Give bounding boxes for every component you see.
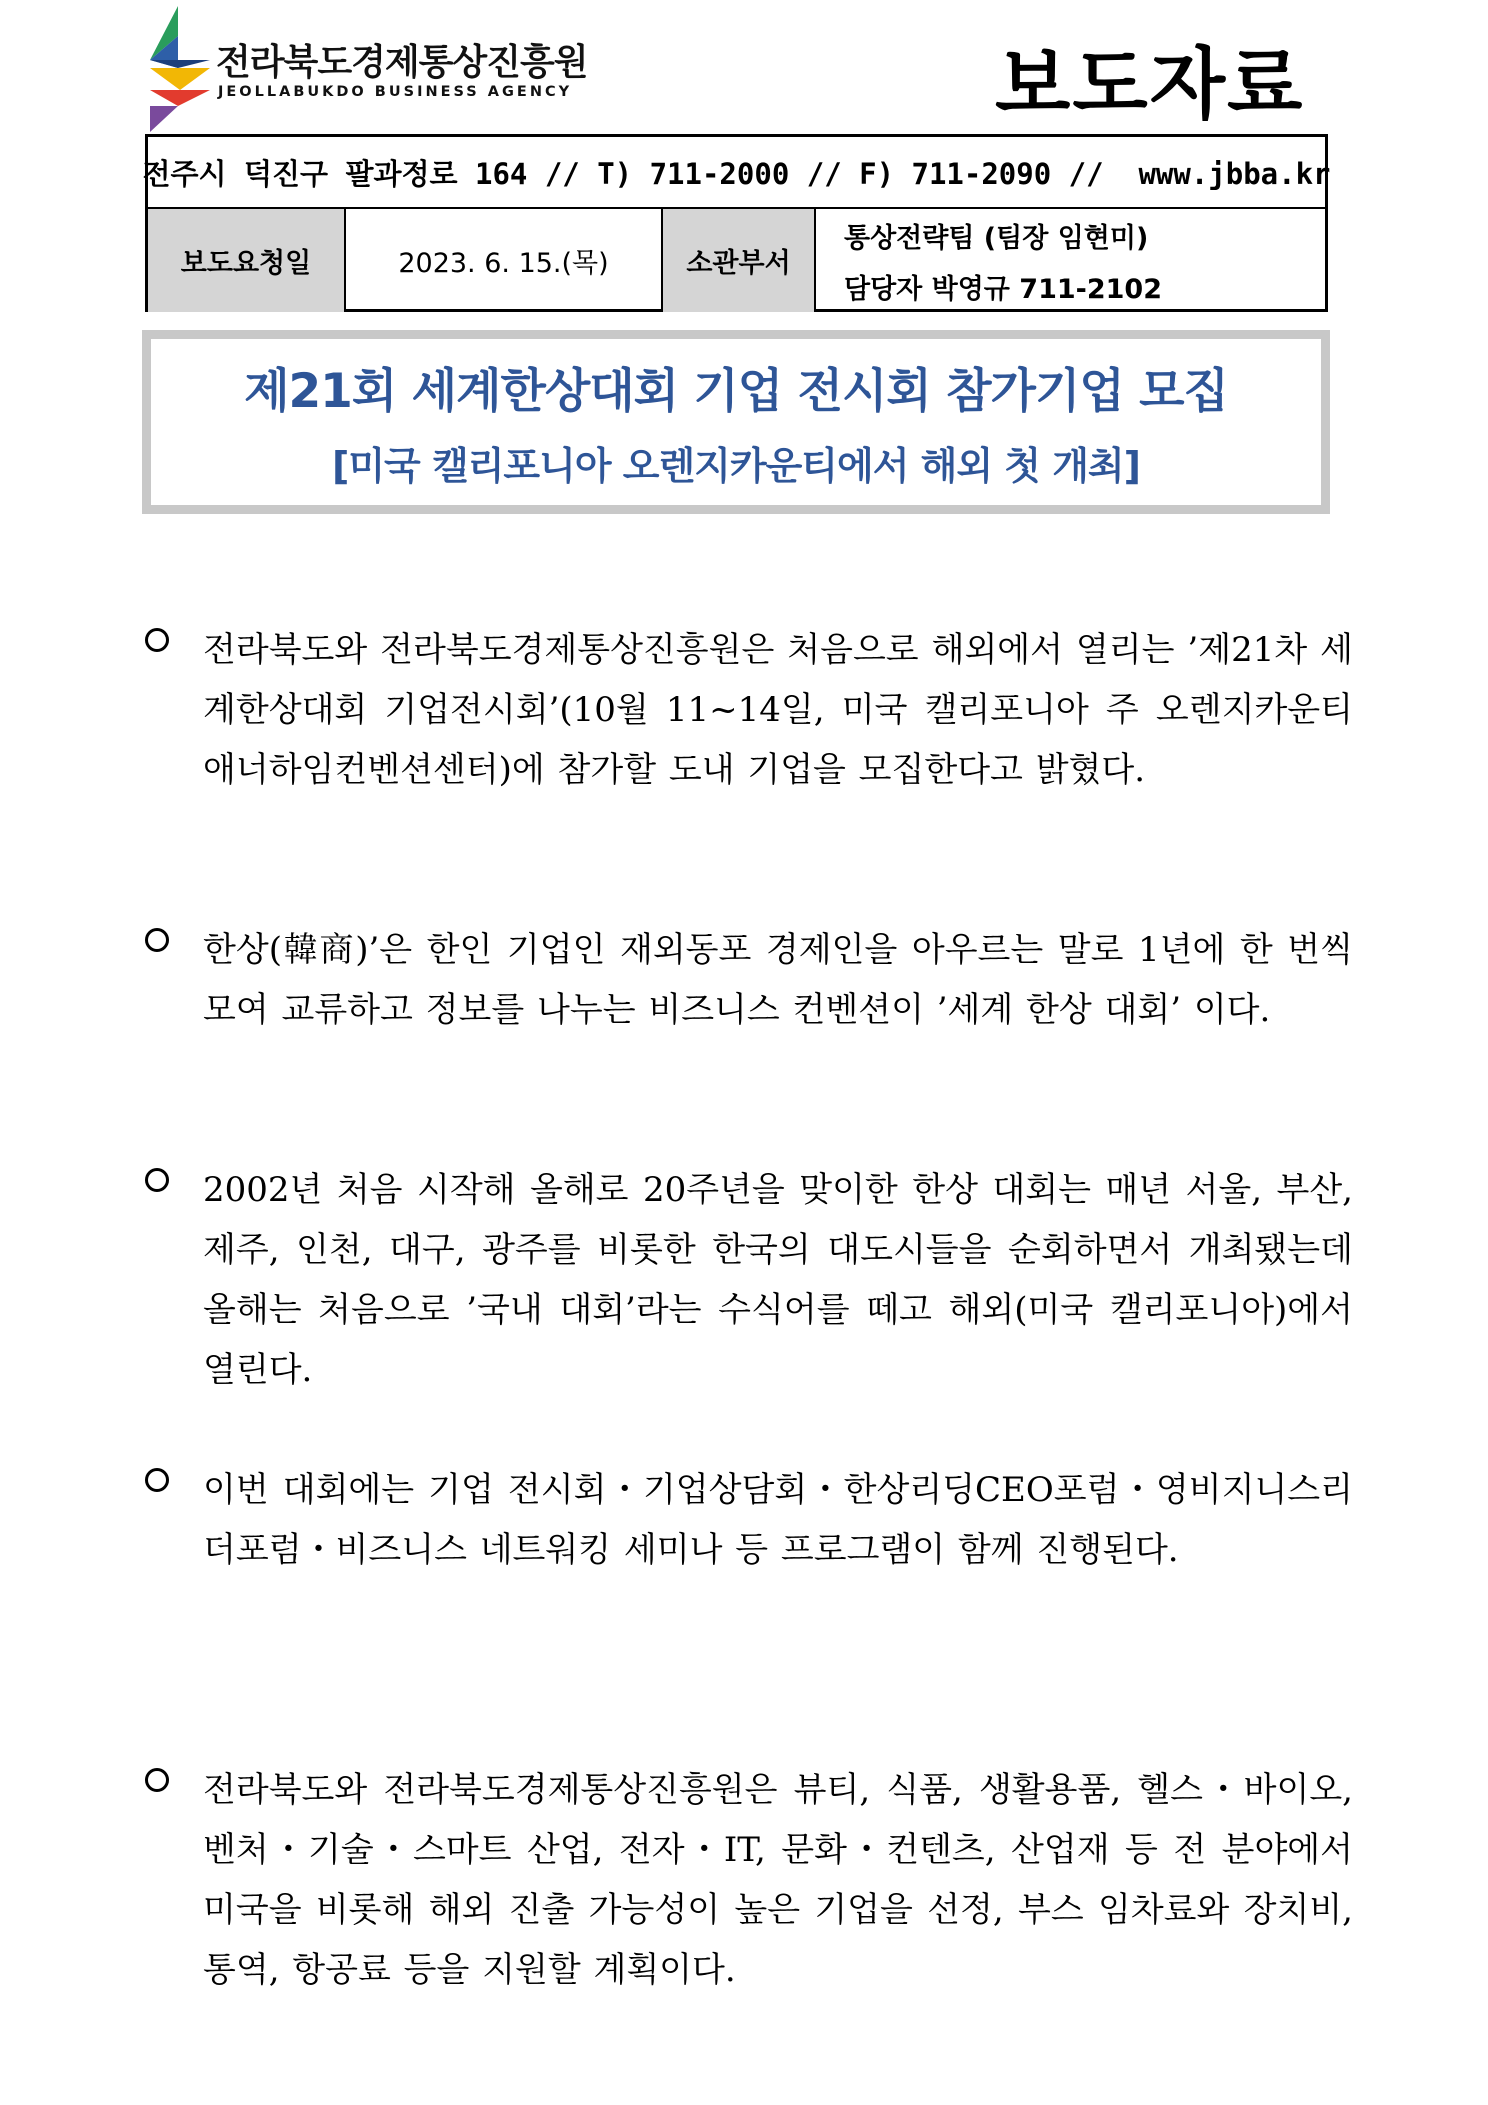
- doc-type-title: 보도자료: [995, 40, 1305, 130]
- paragraph-text: 이번 대회에는 기업 전시회・기업상담회・한상리딩CEO포럼・영비지니스리더포럼・비즈니스 네트워킹 세미나 등 프로그램이 함께 진행된다.: [203, 1470, 1353, 1570]
- logo-mark-icon: [144, 6, 214, 134]
- dept-contact: 담당자 박영규 711-2102: [844, 273, 1163, 305]
- org-name: 전라북도경제통상진흥원: [216, 42, 588, 83]
- request-date-value: 2023. 6. 15.(목): [346, 209, 663, 312]
- headline: 제21회 세계한상대회 기업 전시회 참가기업 모집: [244, 364, 1228, 419]
- headline-box: [142, 330, 1330, 514]
- dept-value: [816, 209, 1325, 312]
- paragraph-text: 전라북도와 전라북도경제통상진흥원은 처음으로 해외에서 열리는 ’제21차 세계한상대회 기업전시회’(10월 11~14일, 미국 캘리포니아 주 오렌지카운티 애너하임컨벤션센터)에 참가할 도내 기업을 모집한다고 밝혔다.: [203, 630, 1353, 790]
- paragraph-text: 전라북도와 전라북도경제통상진흥원은 뷰티, 식품, 생활용품, 헬스・바이오, 벤처・기술・스마트 산업, 전자・IT, 문화・컨텐츠, 산업재 등 전 분야에서 미국을 비롯해 해외 진출 가능성이 높은 기업을 선정, 부스 임차료와 장치비, 통역, 항공료 등을 지원할 계획이다.: [203, 1770, 1353, 1990]
- org-logo: [144, 6, 588, 134]
- paragraph-2: [145, 920, 1355, 1040]
- info-table: [142, 134, 1331, 312]
- org-name-en: JEOLLABUKDO BUSINESS AGENCY: [218, 84, 573, 100]
- request-date-label: 보도요청일: [148, 209, 346, 312]
- paragraph-text: 2002년 처음 시작해 올해로 20주년을 맞이한 한상 대회는 매년 서울, 부산, 제주, 인천, 대구, 광주를 비롯한 한국의 대도시들을 순회하면서 개최됐는데 올해는 처음으로 ’국내 대회’라는 수식어를 떼고 해외(미국 캘리포니아)에서 열린다.: [203, 1170, 1353, 1390]
- circle-bullet-icon: [145, 628, 169, 652]
- circle-bullet-icon: [145, 1168, 169, 1192]
- dept-label: 소관부서: [663, 209, 816, 312]
- paragraph-text: 한상(韓商)’은 한인 기업인 재외동포 경제인을 아우르는 말로 1년에 한 번씩 모여 교류하고 정보를 나누는 비즈니스 컨벤션이 ’세계 한상 대회’ 이다.: [203, 930, 1353, 1030]
- paragraph-5: [145, 1760, 1355, 2000]
- circle-bullet-icon: [145, 1468, 169, 1492]
- contact-line: 전주시 덕진구 팔과정로 164 // T) 711-2000 // F) 711-2090 // www.jbba.kr: [148, 137, 1325, 209]
- dept-team: 통상전략팀 (팀장 임현미): [844, 222, 1149, 254]
- paragraph-4: [145, 1460, 1355, 1580]
- circle-bullet-icon: [145, 928, 169, 952]
- paragraph-1: [145, 620, 1355, 800]
- circle-bullet-icon: [145, 1768, 169, 1792]
- paragraph-3: [145, 1160, 1355, 1400]
- subheadline: [미국 캘리포니아 오렌지카운티에서 해외 첫 개최]: [331, 444, 1141, 488]
